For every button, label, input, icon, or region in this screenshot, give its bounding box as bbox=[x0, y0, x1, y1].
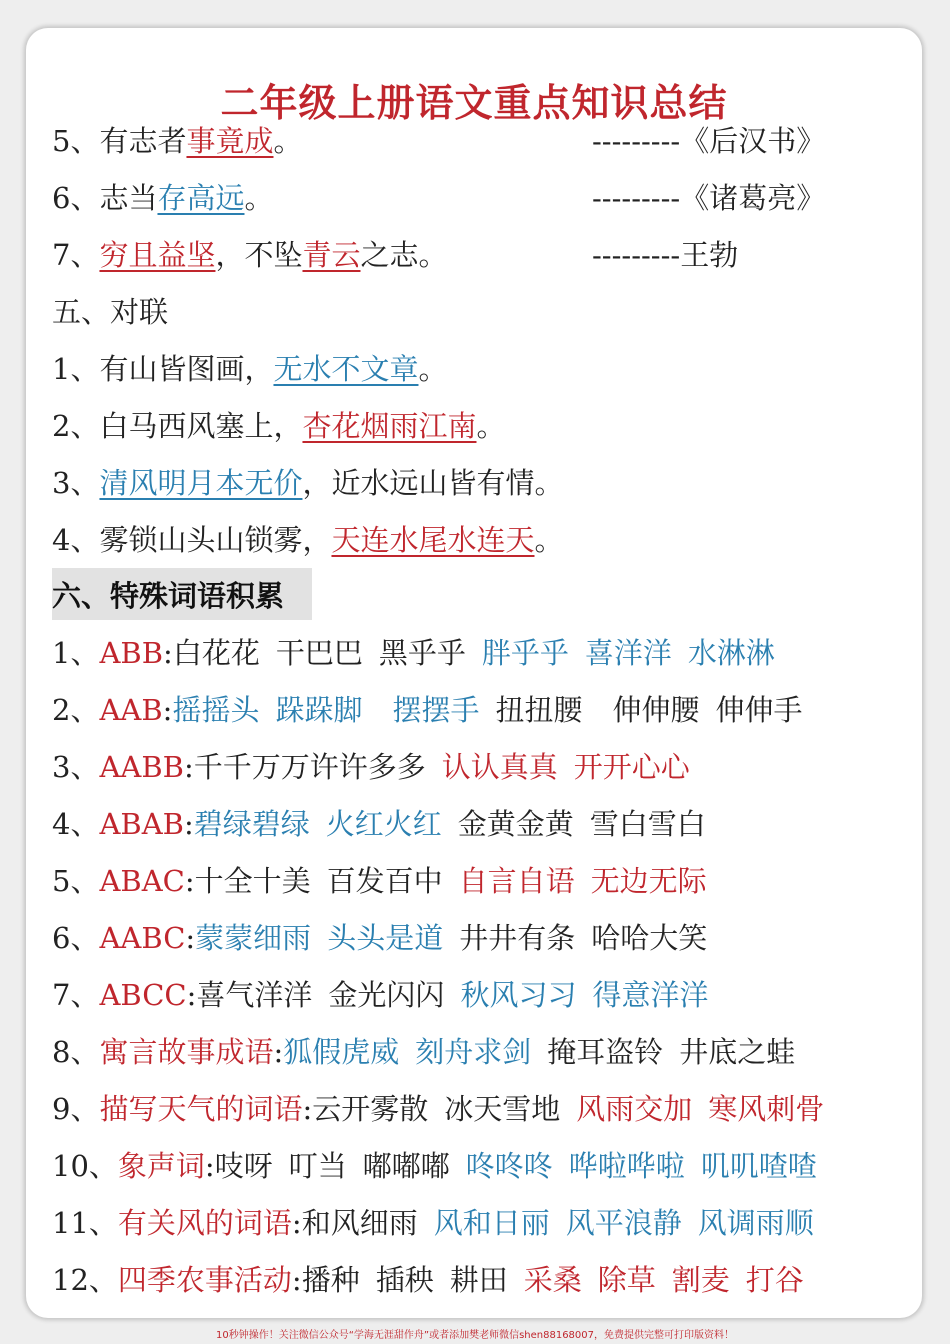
quote-text: 。 bbox=[273, 124, 303, 158]
quote-source: ---------《后汉书》 bbox=[592, 124, 826, 158]
word: 打谷 bbox=[745, 1263, 804, 1297]
quote-source: ---------王勃 bbox=[592, 238, 739, 272]
word: 掩耳盗铃 bbox=[547, 1035, 664, 1069]
word-row-2 bbox=[52, 690, 803, 730]
word: 雪白雪白 bbox=[589, 807, 706, 841]
word: 风平浪静 bbox=[565, 1206, 682, 1240]
word-row-7 bbox=[52, 975, 708, 1015]
quote-text: 。 bbox=[244, 181, 274, 215]
item-number: 11、 bbox=[52, 1206, 118, 1240]
word-row-12 bbox=[52, 1260, 804, 1300]
category-label: ABCC bbox=[99, 978, 187, 1012]
word: 耕田 bbox=[449, 1263, 508, 1297]
item-number: 7、 bbox=[52, 978, 100, 1012]
word: 蒙蒙细雨 bbox=[195, 921, 312, 955]
word: 割麦 bbox=[671, 1263, 730, 1297]
highlight-text: 清风明月本无价 bbox=[99, 466, 303, 500]
word: 伸伸腰 bbox=[612, 693, 700, 727]
item-number: 2、 bbox=[52, 693, 100, 727]
word: 除草 bbox=[597, 1263, 656, 1297]
word: 云开雾散 bbox=[312, 1092, 429, 1126]
category-label: ABAC bbox=[99, 864, 185, 898]
word: 叽叽喳喳 bbox=[700, 1149, 817, 1183]
word-row-4 bbox=[52, 804, 706, 844]
quote-text: ，不坠 bbox=[215, 238, 303, 272]
word: 喜气洋洋 bbox=[196, 978, 313, 1012]
colon: : bbox=[183, 807, 194, 841]
word: 黑乎乎 bbox=[378, 636, 466, 670]
word: 金光闪闪 bbox=[328, 978, 445, 1012]
word: 金黄金黄 bbox=[457, 807, 574, 841]
word-row-10 bbox=[52, 1146, 817, 1186]
item-number: 6、 bbox=[52, 921, 100, 955]
highlight-text: 杏花烟雨江南 bbox=[302, 409, 477, 443]
page-title: 二年级上册语文重点知识总结 bbox=[220, 81, 728, 125]
category-label: 寓言故事成语 bbox=[99, 1035, 274, 1069]
word: 伸伸手 bbox=[715, 693, 803, 727]
category-label: 有关风的词语 bbox=[117, 1206, 292, 1240]
item-number: 4、 bbox=[52, 523, 100, 557]
section-heading-text: 六、特殊词语积累 bbox=[52, 579, 285, 613]
category-label: ABAB bbox=[99, 807, 184, 841]
quote-text: 志当 bbox=[99, 181, 158, 215]
colon: : bbox=[163, 636, 173, 670]
word: 无边无际 bbox=[590, 864, 707, 898]
word: 风雨交加 bbox=[576, 1092, 693, 1126]
word: 认认真真 bbox=[441, 750, 558, 784]
highlight-text: 青云 bbox=[302, 238, 361, 272]
item-number: 4、 bbox=[52, 807, 100, 841]
word: 开开心心 bbox=[573, 750, 690, 784]
word: 秋风习习 bbox=[460, 978, 577, 1012]
item-number: 5、 bbox=[52, 124, 100, 158]
word: 风调雨顺 bbox=[697, 1206, 814, 1240]
couplet-text: 白马西风塞上， bbox=[99, 409, 303, 443]
quote-text: 有志者 bbox=[99, 124, 187, 158]
word: 干巴巴 bbox=[275, 636, 363, 670]
word: 吱呀 bbox=[214, 1149, 273, 1183]
colon: : bbox=[204, 1149, 215, 1183]
colon: : bbox=[291, 1206, 302, 1240]
word: 摆摆手 bbox=[392, 693, 480, 727]
couplet-text: 有山皆图画， bbox=[99, 352, 274, 386]
word: 白花花 bbox=[172, 636, 260, 670]
word-row-8 bbox=[52, 1032, 795, 1072]
word-row-11 bbox=[52, 1203, 814, 1243]
word: 风和日丽 bbox=[433, 1206, 550, 1240]
word: 跺跺脚 bbox=[275, 693, 363, 727]
word: 水淋淋 bbox=[687, 636, 775, 670]
highlight-text: 存高远 bbox=[157, 181, 245, 215]
quote-7 bbox=[52, 235, 448, 275]
couplet-text: 。 bbox=[534, 523, 564, 557]
word-row-3 bbox=[52, 747, 690, 787]
category-label: ABB bbox=[99, 636, 164, 670]
couplet-text: ，近水远山皆有情。 bbox=[302, 466, 564, 500]
category-label: 象声词 bbox=[117, 1149, 205, 1183]
item-number: 1、 bbox=[52, 636, 100, 670]
highlight-text: 天连水尾水连天 bbox=[331, 523, 535, 557]
quote-text: 之志。 bbox=[360, 238, 448, 272]
colon: : bbox=[183, 750, 194, 784]
category-label: AABB bbox=[99, 750, 184, 784]
couplet-4 bbox=[52, 520, 564, 560]
word: 自言自语 bbox=[458, 864, 575, 898]
word-row-1 bbox=[52, 633, 775, 673]
quote-6 bbox=[52, 178, 274, 218]
item-number: 9、 bbox=[52, 1092, 100, 1126]
word: 播种 bbox=[301, 1263, 360, 1297]
couplet-text: 。 bbox=[418, 352, 448, 386]
highlight-text: 事竟成 bbox=[186, 124, 274, 158]
word: 寒风刺骨 bbox=[708, 1092, 825, 1126]
word: 哈哈大笑 bbox=[591, 921, 708, 955]
couplet-text: 。 bbox=[476, 409, 506, 443]
item-number: 12、 bbox=[52, 1263, 118, 1297]
item-number: 8、 bbox=[52, 1035, 100, 1069]
couplet-1 bbox=[52, 349, 448, 389]
item-number: 7、 bbox=[52, 238, 100, 272]
word: 摇摇头 bbox=[172, 693, 260, 727]
word: 许许多多 bbox=[309, 750, 426, 784]
couplet-3 bbox=[52, 463, 563, 503]
word: 井底之蛙 bbox=[679, 1035, 796, 1069]
word: 喜洋洋 bbox=[584, 636, 672, 670]
word: 胖乎乎 bbox=[481, 636, 569, 670]
category-label: AABC bbox=[99, 921, 186, 955]
quote-source: ---------《诸葛亮》 bbox=[592, 181, 826, 215]
word: 十全十美 bbox=[194, 864, 311, 898]
category-label: 四季农事活动 bbox=[117, 1263, 292, 1297]
word-row-5 bbox=[52, 861, 707, 901]
word: 叮当 bbox=[288, 1149, 347, 1183]
colon: : bbox=[185, 921, 196, 955]
word: 碧绿碧绿 bbox=[193, 807, 310, 841]
section-heading-couplets: 五、对联 bbox=[52, 295, 169, 329]
word: 采桑 bbox=[523, 1263, 582, 1297]
colon: : bbox=[184, 864, 195, 898]
word: 嘟嘟嘟 bbox=[362, 1149, 450, 1183]
word: 哗啦哗啦 bbox=[568, 1149, 685, 1183]
quote-5 bbox=[52, 121, 303, 161]
word: 插秧 bbox=[375, 1263, 434, 1297]
section-heading-words bbox=[52, 568, 312, 620]
word: 狐假虎威 bbox=[283, 1035, 400, 1069]
highlight-text: 穷且益坚 bbox=[99, 238, 216, 272]
colon: : bbox=[291, 1263, 302, 1297]
colon: : bbox=[273, 1035, 284, 1069]
colon: : bbox=[162, 693, 173, 727]
category-label: AAB bbox=[99, 693, 163, 727]
word: 火红火红 bbox=[325, 807, 442, 841]
word: 冰天雪地 bbox=[444, 1092, 561, 1126]
word: 百发百中 bbox=[326, 864, 443, 898]
couplet-2 bbox=[52, 406, 506, 446]
colon: : bbox=[186, 978, 197, 1012]
word: 刻舟求剑 bbox=[415, 1035, 532, 1069]
footer-note: 10秒钟操作！关注微信公众号“学海无涯甜作舟”或者添加樊老师微信shen88168007，免费提供完整可打印版资料！ bbox=[215, 1330, 735, 1341]
couplet-text: 雾锁山头山锁雾， bbox=[99, 523, 332, 557]
item-number: 5、 bbox=[52, 864, 100, 898]
item-number: 2、 bbox=[52, 409, 100, 443]
item-number: 3、 bbox=[52, 750, 100, 784]
word: 头头是道 bbox=[327, 921, 444, 955]
item-number: 3、 bbox=[52, 466, 100, 500]
word: 和风细雨 bbox=[301, 1206, 418, 1240]
word: 扭扭腰 bbox=[495, 693, 583, 727]
word: 咚咚咚 bbox=[465, 1149, 553, 1183]
item-number: 1、 bbox=[52, 352, 100, 386]
word-row-6 bbox=[52, 918, 707, 958]
item-number: 6、 bbox=[52, 181, 100, 215]
word: 井井有条 bbox=[459, 921, 576, 955]
word: 得意洋洋 bbox=[592, 978, 709, 1012]
word: 千千万万 bbox=[193, 750, 310, 784]
highlight-text: 无水不文章 bbox=[273, 352, 419, 386]
word-row-9 bbox=[52, 1089, 824, 1129]
colon: : bbox=[302, 1092, 313, 1126]
item-number: 10、 bbox=[52, 1149, 118, 1183]
category-label: 描写天气的词语 bbox=[99, 1092, 303, 1126]
